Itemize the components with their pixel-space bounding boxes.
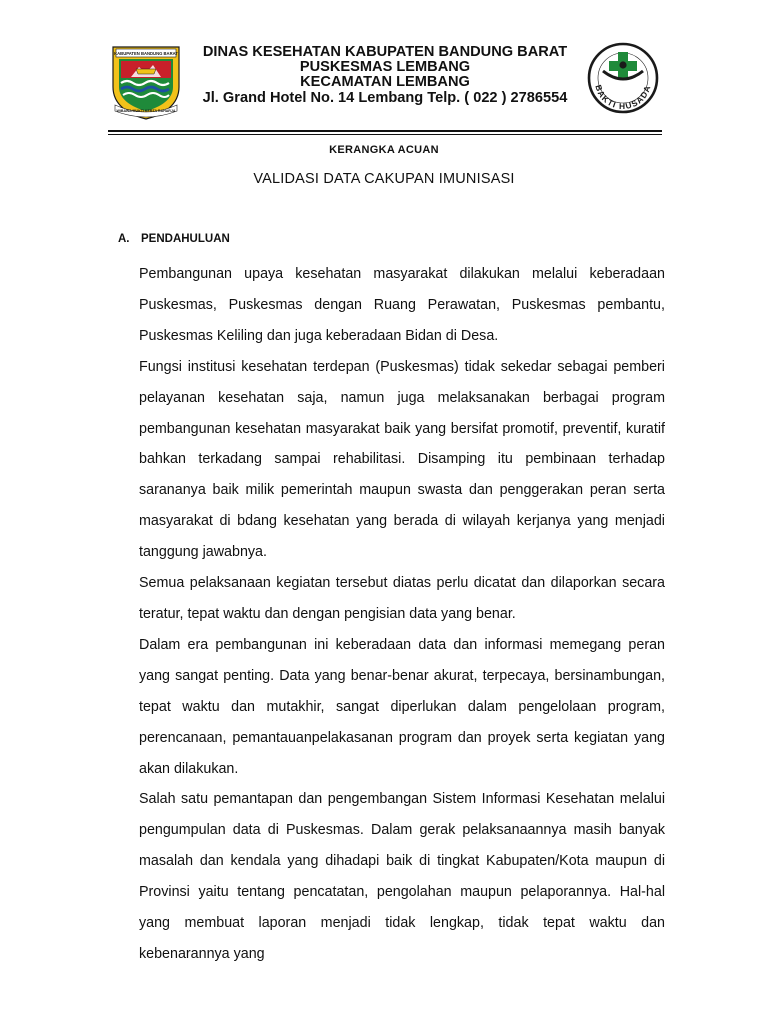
letterhead-district: KECAMATAN LEMBANG [300, 74, 470, 91]
section-number: A. [118, 233, 130, 245]
paragraph: Salah satu pemantapan dan pengembangan Sistem Informasi Kesehatan melalui pengumpulan data di Puskesmas. Dalam gerak pelaksanaannya masih banyak masalah dan kendala yang dihadapi baik di tingkat Kabupaten/Kota maupun di Provinsi yaitu tentang pencatatan, pengolahan maupun pelaporannya. Hal-hal yang membuat laporan menjadi tidak lengkap, tidak tepat waktu dan kebenarannya yang [139, 791, 665, 962]
letterhead-unit: PUSKESMAS LEMBANG [299, 59, 471, 76]
paragraph: Semua pelaksanaan kegiatan tersebut diatas perlu dicatat dan dilaporkan secara teratur, tepat waktu dan dengan pengisian data yang benar. [139, 575, 665, 622]
section-body [139, 259, 665, 970]
paragraph: Dalam era pembangunan ini keberadaan data dan informasi memegang peran yang sangat penting. Data yang benar-benar akurat, terpecaya, bersinambungan, tepat waktu dan mutakhir, sangat diperlukan dalam pengelolaan program, perencanaan, pemantauanpelakasanan program dan proyek serta kegiatan yang akan dilakukan. [139, 636, 665, 777]
letterhead [190, 45, 580, 106]
bakti-husada-logo-icon [586, 41, 660, 115]
document-title: VALIDASI DATA CAKUPAN IMUNISASI [253, 171, 515, 187]
kabupaten-bandung-barat-seal-icon [107, 43, 185, 121]
section-heading [118, 233, 230, 245]
letterhead-address: Jl. Grand Hotel No. 14 Lembang Telp. ( 022 ) 2786554 [202, 89, 568, 106]
seal-banner-top: KABUPATEN BANDUNG BARAT [114, 51, 178, 56]
bakti-husada-text: BAKTI HUSADA [593, 83, 653, 112]
section-title: PENDAHULUAN [141, 233, 230, 245]
document-type: KERANGKA ACUAN [329, 144, 439, 156]
seal-banner-bottom: WIBAWA MUKTI KERTA RAHARJA [116, 109, 176, 113]
paragraph: Fungsi institusi kesehatan terdepan (Puskesmas) tidak sekedar sebagai pemberi pelayanan kesehatan saja, namun juga melaksanakan berbagai program pembangunan kesehatan masyarakat baik yang bersifat promotif, preventif, kuratif bahkan terkadang sampai rehabilitasi. Disamping itu pembinaan terhadap sarananya baik milik pemerintah maupun swasta dan penggerakan peran serta masyarakat di bdang kesehatan yang berada di wilayah kerjanya yang menjadi tanggung jawabnya. [139, 358, 665, 561]
paragraph: Pembangunan upaya kesehatan masyarakat dilakukan melalui keberadaan Puskesmas, Puskesmas dengan Ruang Perawatan, Puskesmas pembantu, Puskesmas Keliling dan juga keberadaan Bidan di Desa. [139, 266, 665, 344]
letterhead-rule-thin [108, 134, 662, 135]
letterhead-agency: DINAS KESEHATAN KABUPATEN BANDUNG BARAT [202, 44, 568, 60]
letterhead-rule-thick [108, 130, 662, 132]
